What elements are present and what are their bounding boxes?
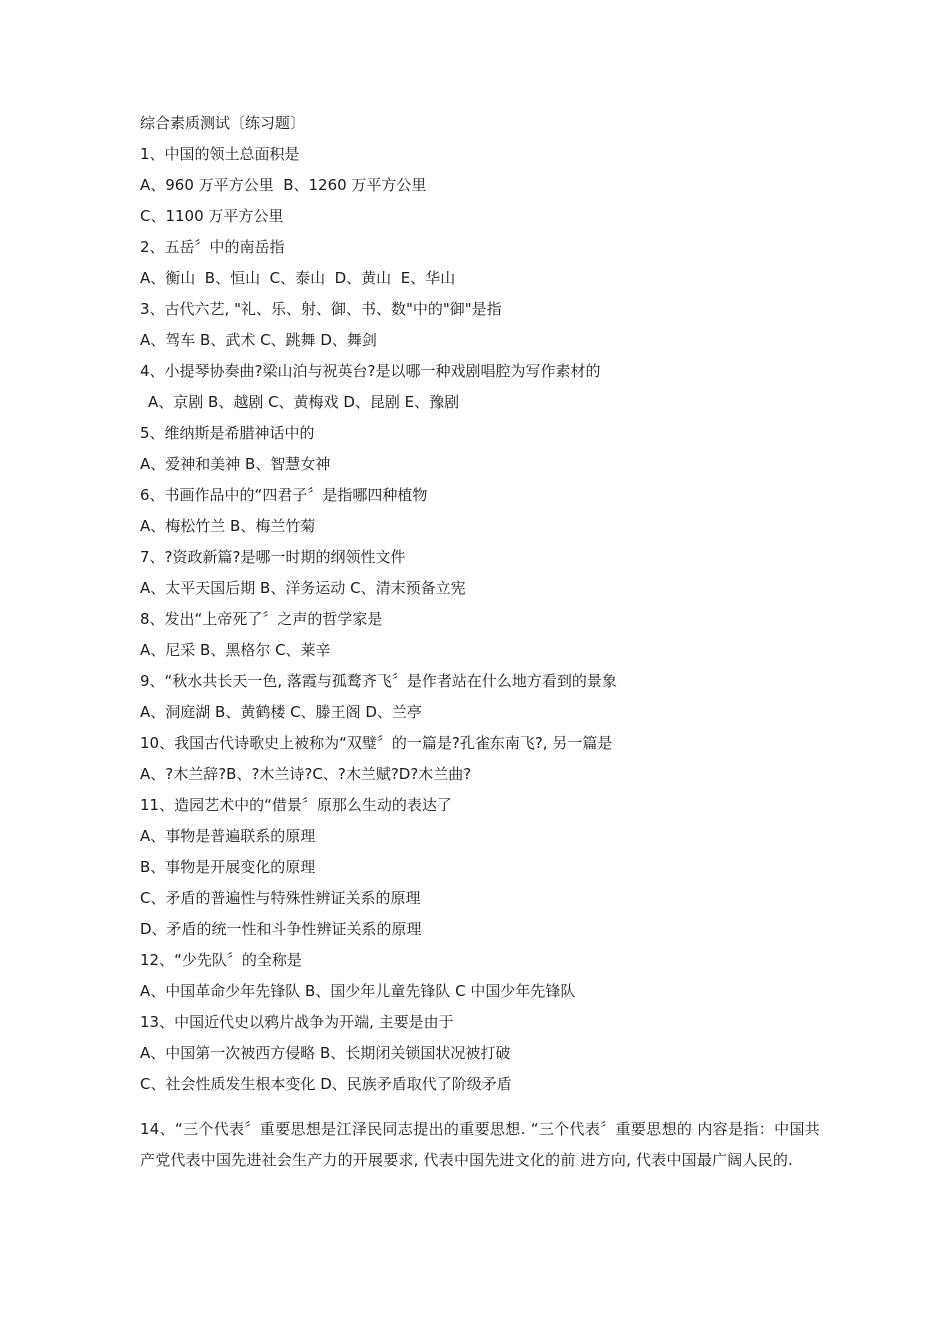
question-7-options: A、太平天国后期 B、洋务运动 C、清末预备立宪 — [140, 579, 466, 597]
question-12: 12、“少先队〞的全称是 — [140, 951, 302, 969]
question-1-option-c: C、1100 万平方公里 — [140, 207, 284, 225]
question-10-options: A、?木兰辞?B、?木兰诗?C、?木兰赋?D?木兰曲? — [140, 765, 472, 783]
question-3-options: A、驾车 B、武术 C、跳舞 D、舞剑 — [140, 331, 377, 349]
question-6-options: A、梅松竹兰 B、梅兰竹菊 — [140, 517, 316, 535]
question-11: 11、造园艺术中的“借景〞原那么生动的表达了 — [140, 796, 452, 814]
document-title: 综合素质测试〔练习题〕 — [140, 114, 306, 132]
question-1-options-ab: A、960 万平方公里 B、1260 万平方公里 — [140, 176, 427, 194]
question-8-options: A、尼采 B、黑格尔 C、莱辛 — [140, 641, 331, 659]
question-8: 8、发出“上帝死了〞之声的哲学家是 — [140, 610, 383, 628]
question-4-options: A、京剧 B、越剧 C、黄梅戏 D、昆剧 E、豫剧 — [148, 393, 460, 411]
question-3: 3、古代六艺, "礼、乐、射、御、书、数"中的"御"是指 — [140, 300, 502, 318]
question-11-option-d: D、矛盾的统一性和斗争性辨证关系的原理 — [140, 920, 422, 938]
question-10: 10、我国古代诗歌史上被称为“双璧〞的一篇是?孔雀东南飞?, 另一篇是 — [140, 734, 613, 752]
question-1: 1、中国的领土总面积是 — [140, 145, 300, 163]
question-12-options: A、中国革命少年先锋队 B、国少年儿童先锋队 C 中国少年先锋队 — [140, 982, 576, 1000]
question-7: 7、?资政新篇?是哪一时期的纲领性文件 — [140, 548, 406, 566]
document-content — [140, 108, 820, 1176]
question-6: 6、书画作品中的“四君子〞是指哪四种植物 — [140, 486, 428, 504]
question-5: 5、维纳斯是希腊神话中的 — [140, 424, 315, 442]
question-14-paragraph: 14、“三个代表〞重要思想是江泽民同志提出的重要思想. “三个代表〞重要思想的 内容是指：中国共产党代表中国先进社会生产力的开展要求, 代表中国先进文化的前 进方向, 代表中国最广阔人民的. — [140, 1120, 820, 1169]
question-2-options: A、衡山 B、恒山 C、泰山 D、黄山 E、华山 — [140, 269, 456, 287]
question-9: 9、“秋水共长天一色, 落霞与孤鹜齐飞〞是作者站在什么地方看到的景象 — [140, 672, 617, 690]
question-2: 2、五岳〞中的南岳指 — [140, 238, 285, 256]
question-13-options-ab: A、中国第一次被西方侵略 B、长期闭关锁国状况被打破 — [140, 1044, 511, 1062]
question-11-option-c: C、矛盾的普遍性与特殊性辨证关系的原理 — [140, 889, 421, 907]
question-11-option-b: B、事物是开展变化的原理 — [140, 858, 316, 876]
question-5-options: A、爱神和美神 B、智慧女神 — [140, 455, 331, 473]
question-13-options-cd: C、社会性质发生根本变化 D、民族矛盾取代了阶级矛盾 — [140, 1075, 512, 1093]
question-11-option-a: A、事物是普遍联系的原理 — [140, 827, 316, 845]
question-13: 13、中国近代史以鸦片战争为开端, 主要是由于 — [140, 1013, 454, 1031]
question-9-options: A、洞庭湖 B、黄鹤楼 C、滕王阁 D、兰亭 — [140, 703, 422, 721]
question-4: 4、小提琴协奏曲?梁山泊与祝英台?是以哪一种戏剧唱腔为写作素材的 — [140, 362, 601, 380]
